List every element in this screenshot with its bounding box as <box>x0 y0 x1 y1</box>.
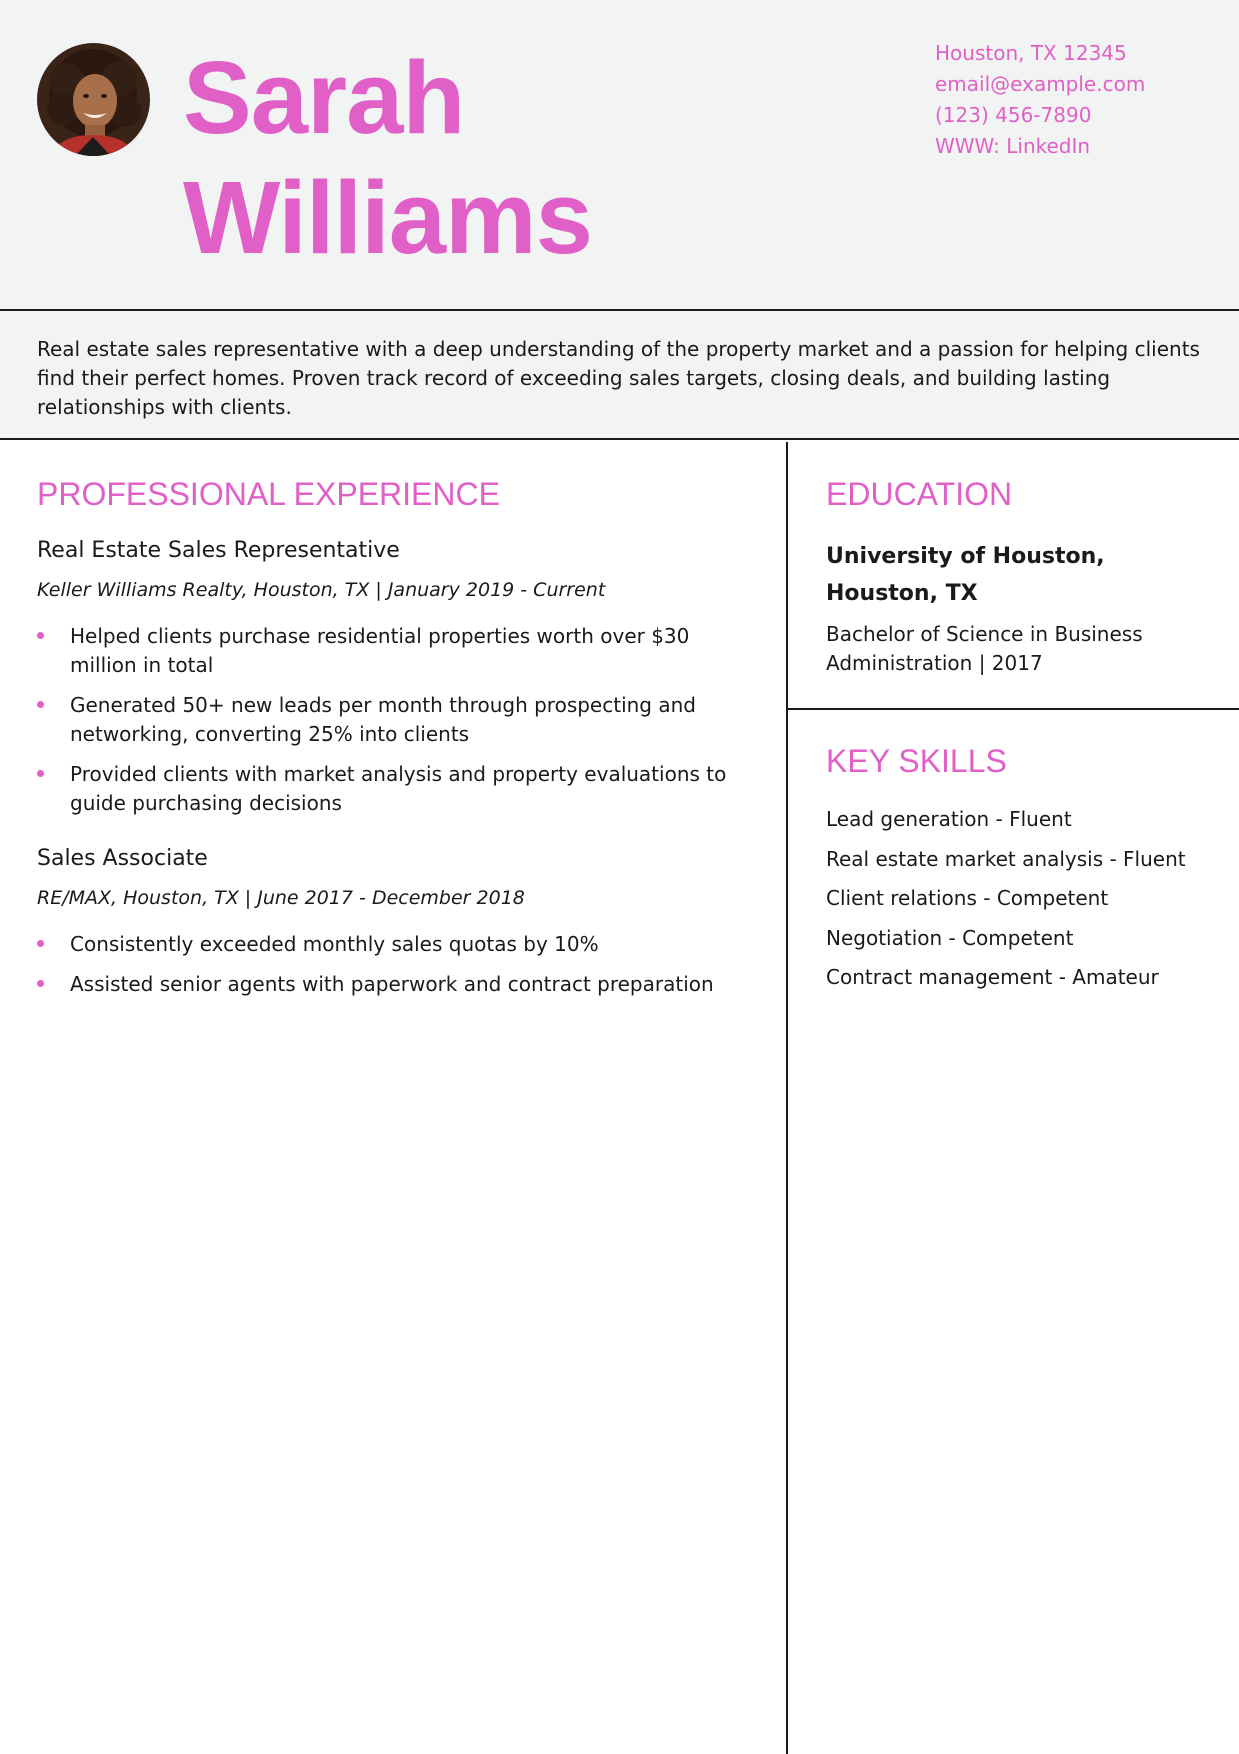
experience-heading: PROFESSIONAL EXPERIENCE <box>37 476 500 512</box>
candidate-name <box>183 38 592 278</box>
bullet-text: Provided clients with market analysis and property evaluations to guide purchasing decisions <box>70 762 727 815</box>
bullet-icon <box>37 940 44 947</box>
list-item <box>37 760 757 818</box>
column-divider <box>786 442 788 1754</box>
summary-text: Real estate sales representative with a deep understanding of the property market and a passion for helping clients find their perfect homes. Proven track record of exceeding sales targets, closing deals, and building lasting relationships with clients. <box>37 337 1200 419</box>
skills-section <box>826 741 1206 1003</box>
first-name: Sarah <box>183 40 465 155</box>
summary-section <box>0 311 1239 440</box>
job-title: Real Estate Sales Representative <box>37 538 400 563</box>
contact-email[interactable]: email@example.com <box>935 72 1146 96</box>
bullet-text: Consistently exceeded monthly sales quotas by 10% <box>70 932 599 956</box>
skill-item: Lead generation - Fluent <box>826 807 1072 831</box>
skill-item: Client relations - Competent <box>826 886 1109 910</box>
bullet-icon <box>37 770 44 777</box>
list-item <box>37 930 757 959</box>
job-entry <box>37 536 757 818</box>
bullet-icon <box>37 980 44 987</box>
education-school: University of Houston, Houston, TX <box>826 544 1105 606</box>
education-degree: Bachelor of Science in Business Administration | 2017 <box>826 622 1143 675</box>
bullet-icon <box>37 632 44 639</box>
bullet-text: Assisted senior agents with paperwork and contract preparation <box>70 972 714 996</box>
experience-section <box>37 474 757 1010</box>
contact-location: Houston, TX 12345 <box>935 41 1127 65</box>
job-entry <box>37 844 757 999</box>
bullet-text: Helped clients purchase residential properties worth over $30 million in total <box>70 624 690 677</box>
bullet-text: Generated 50+ new leads per month through prospecting and networking, converting 25% into clients <box>70 693 696 746</box>
section-divider <box>788 708 1239 710</box>
skill-item: Contract management - Amateur <box>826 965 1159 989</box>
job-meta: Keller Williams Realty, Houston, TX | January 2019 - Current <box>37 579 606 601</box>
list-item <box>37 622 757 680</box>
job-bullets <box>37 622 757 818</box>
header <box>0 0 1239 311</box>
last-name: Williams <box>183 160 592 275</box>
skill-item: Negotiation - Competent <box>826 925 1074 950</box>
education-section <box>826 474 1206 678</box>
contact-website[interactable]: WWW: LinkedIn <box>935 134 1091 158</box>
list-item <box>37 691 757 749</box>
list-item <box>37 970 757 999</box>
education-heading: EDUCATION <box>826 476 1013 512</box>
skills-heading: KEY SKILLS <box>826 743 1007 779</box>
contact-block <box>935 38 1145 162</box>
job-meta: RE/MAX, Houston, TX | June 2017 - December 2018 <box>37 887 525 909</box>
skill-item: Real estate market analysis - Fluent <box>826 846 1186 871</box>
job-bullets <box>37 930 757 999</box>
portrait-photo <box>37 43 150 156</box>
skills-list <box>826 805 1206 992</box>
job-title: Sales Associate <box>37 846 208 871</box>
avatar <box>37 43 150 156</box>
contact-phone[interactable]: (123) 456-7890 <box>935 103 1092 127</box>
bullet-icon <box>37 701 44 708</box>
